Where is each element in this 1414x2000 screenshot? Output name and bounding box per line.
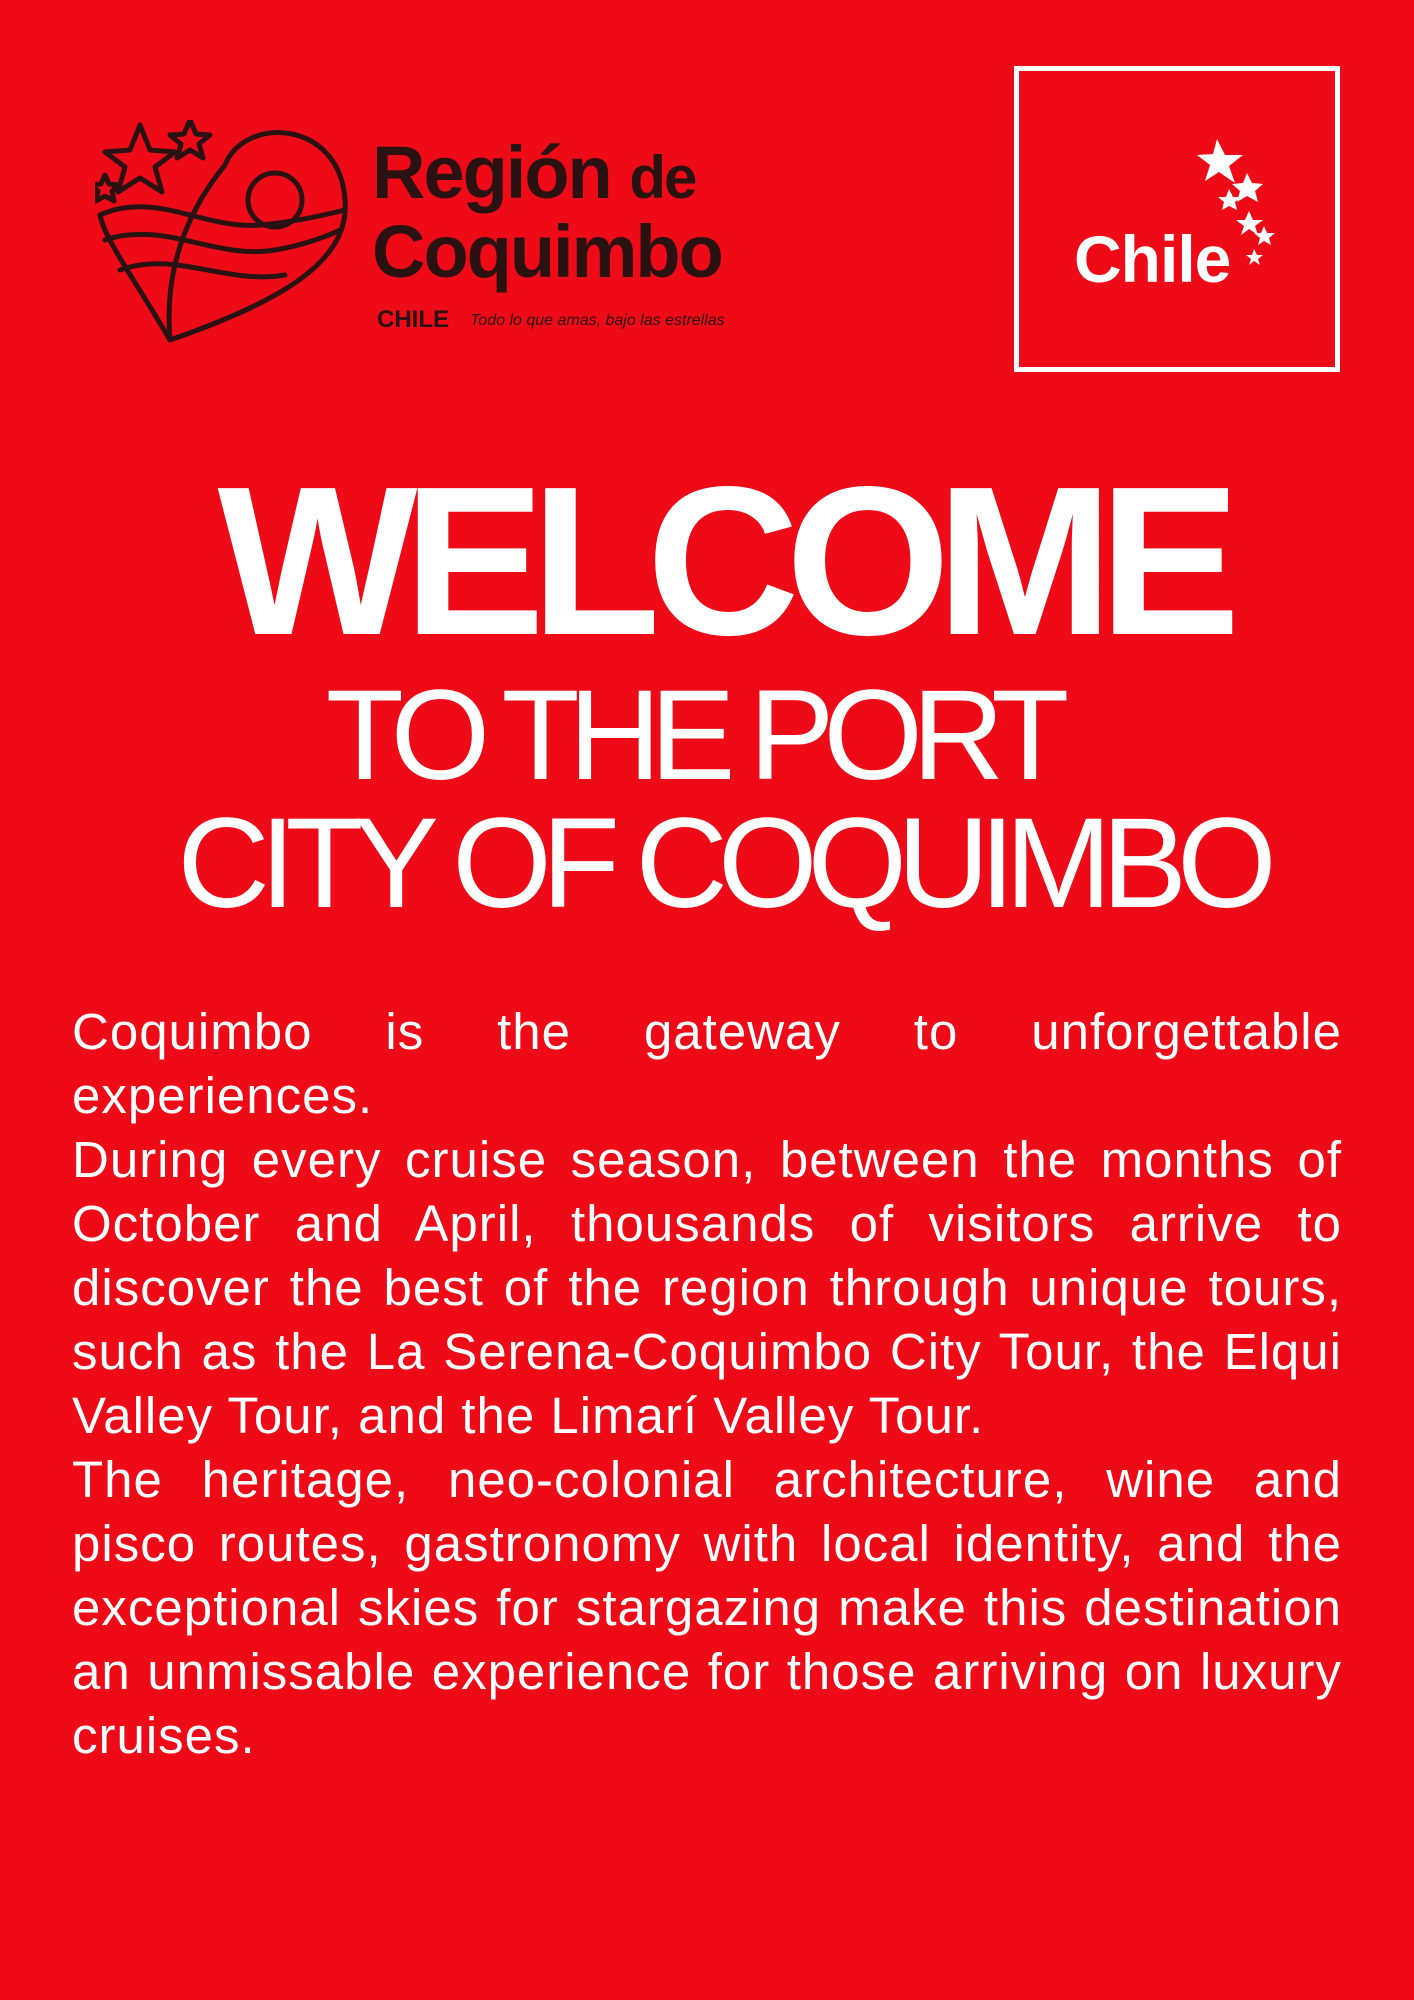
region-country: CHILE [377, 306, 449, 333]
chile-brand-logo [1014, 66, 1340, 372]
headline-city-of-coquimbo: CITY OF COQUIMBO [177, 792, 1267, 935]
region-coquimbo-logo [95, 120, 795, 360]
region-title [372, 131, 722, 293]
heart-stars-emblem-icon [95, 120, 355, 350]
headline-welcome: WELCOME [217, 442, 1227, 679]
body-paragraph-3: The heritage, neo-colonial architecture, wine and pisco routes, gastronomy with local identity, and the exceptional skies for stargazing make this destination an unmissable experience for those arriving on luxury cruises. [72, 1451, 1342, 1764]
chile-word: Chile [1074, 222, 1231, 296]
region-title-de: de [629, 144, 696, 211]
region-title-coquimbo: Coquimbo [372, 210, 722, 293]
region-title-word: Región [372, 131, 611, 214]
body-text [72, 1000, 1342, 1768]
headline-to-the-port: TO THE PORT [325, 664, 1059, 807]
body-paragraph-2: During every cruise season, between the months of October and April, thousands of visitors arrive to discover the best of the region through unique tours, such as the La Serena-Coquimbo City Tour, the Elqui Valley Tour, and the Limarí Valley Tour. [72, 1131, 1342, 1444]
region-tagline: Todo lo que amas, bajo las estrellas [470, 312, 725, 329]
body-paragraph-1: Coquimbo is the gateway to unforgettable experiences. [72, 1003, 1342, 1124]
